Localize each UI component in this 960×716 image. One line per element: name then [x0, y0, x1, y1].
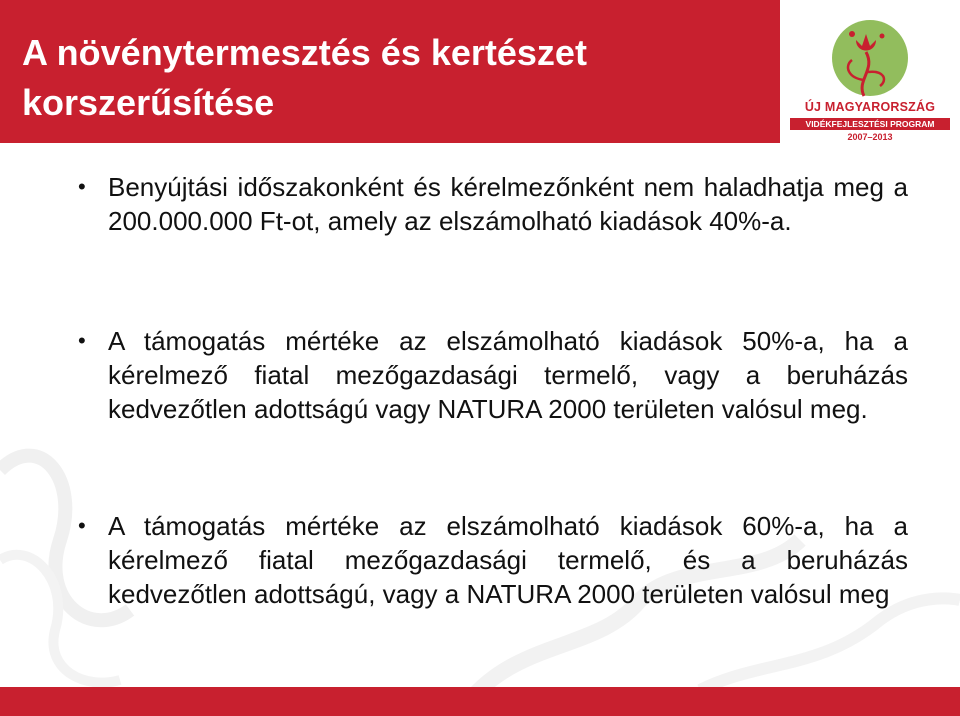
bullet-item	[78, 324, 908, 426]
logo-years: 2007–2013	[847, 132, 893, 142]
bullet-text: A támogatás mértéke az elszámolható kiadások 60%-a, ha a kérelmező fiatal mezőgazdasági termelő, és a beruházás kedvezőtlen adottságú, vagy a NATURA 2000 területen valósul meg	[108, 511, 908, 609]
tulip-emblem-icon	[790, 18, 950, 100]
logo-subtitle: VIDÉKFEJLESZTÉSI PROGRAM	[790, 118, 950, 130]
uj-magyarorszag-logo	[790, 18, 950, 150]
bottom-bar	[0, 687, 960, 716]
bullet-icon: •	[78, 174, 86, 199]
bullet-item	[78, 170, 908, 238]
logo-name: ÚJ MAGYARORSZÁG	[804, 100, 936, 114]
bullet-item	[78, 509, 908, 611]
bullet-icon: •	[78, 328, 86, 353]
bullet-text: A támogatás mértéke az elszámolható kiadások 50%-a, ha a kérelmező fiatal mezőgazdasági termelő, vagy a beruházás kedvezőtlen adottságú vagy NATURA 2000 területen valósul meg.	[108, 326, 908, 424]
title-bar	[0, 0, 780, 143]
bullet-icon: •	[78, 513, 86, 538]
slide-title: A növénytermesztés és kertészet korszerűsítése	[22, 32, 587, 123]
bullet-text: Benyújtási időszakonként és kérelmezőnként nem haladhatja meg a 200.000.000 Ft-ot, amely az elszámolható kiadások 40%-a.	[108, 172, 908, 236]
